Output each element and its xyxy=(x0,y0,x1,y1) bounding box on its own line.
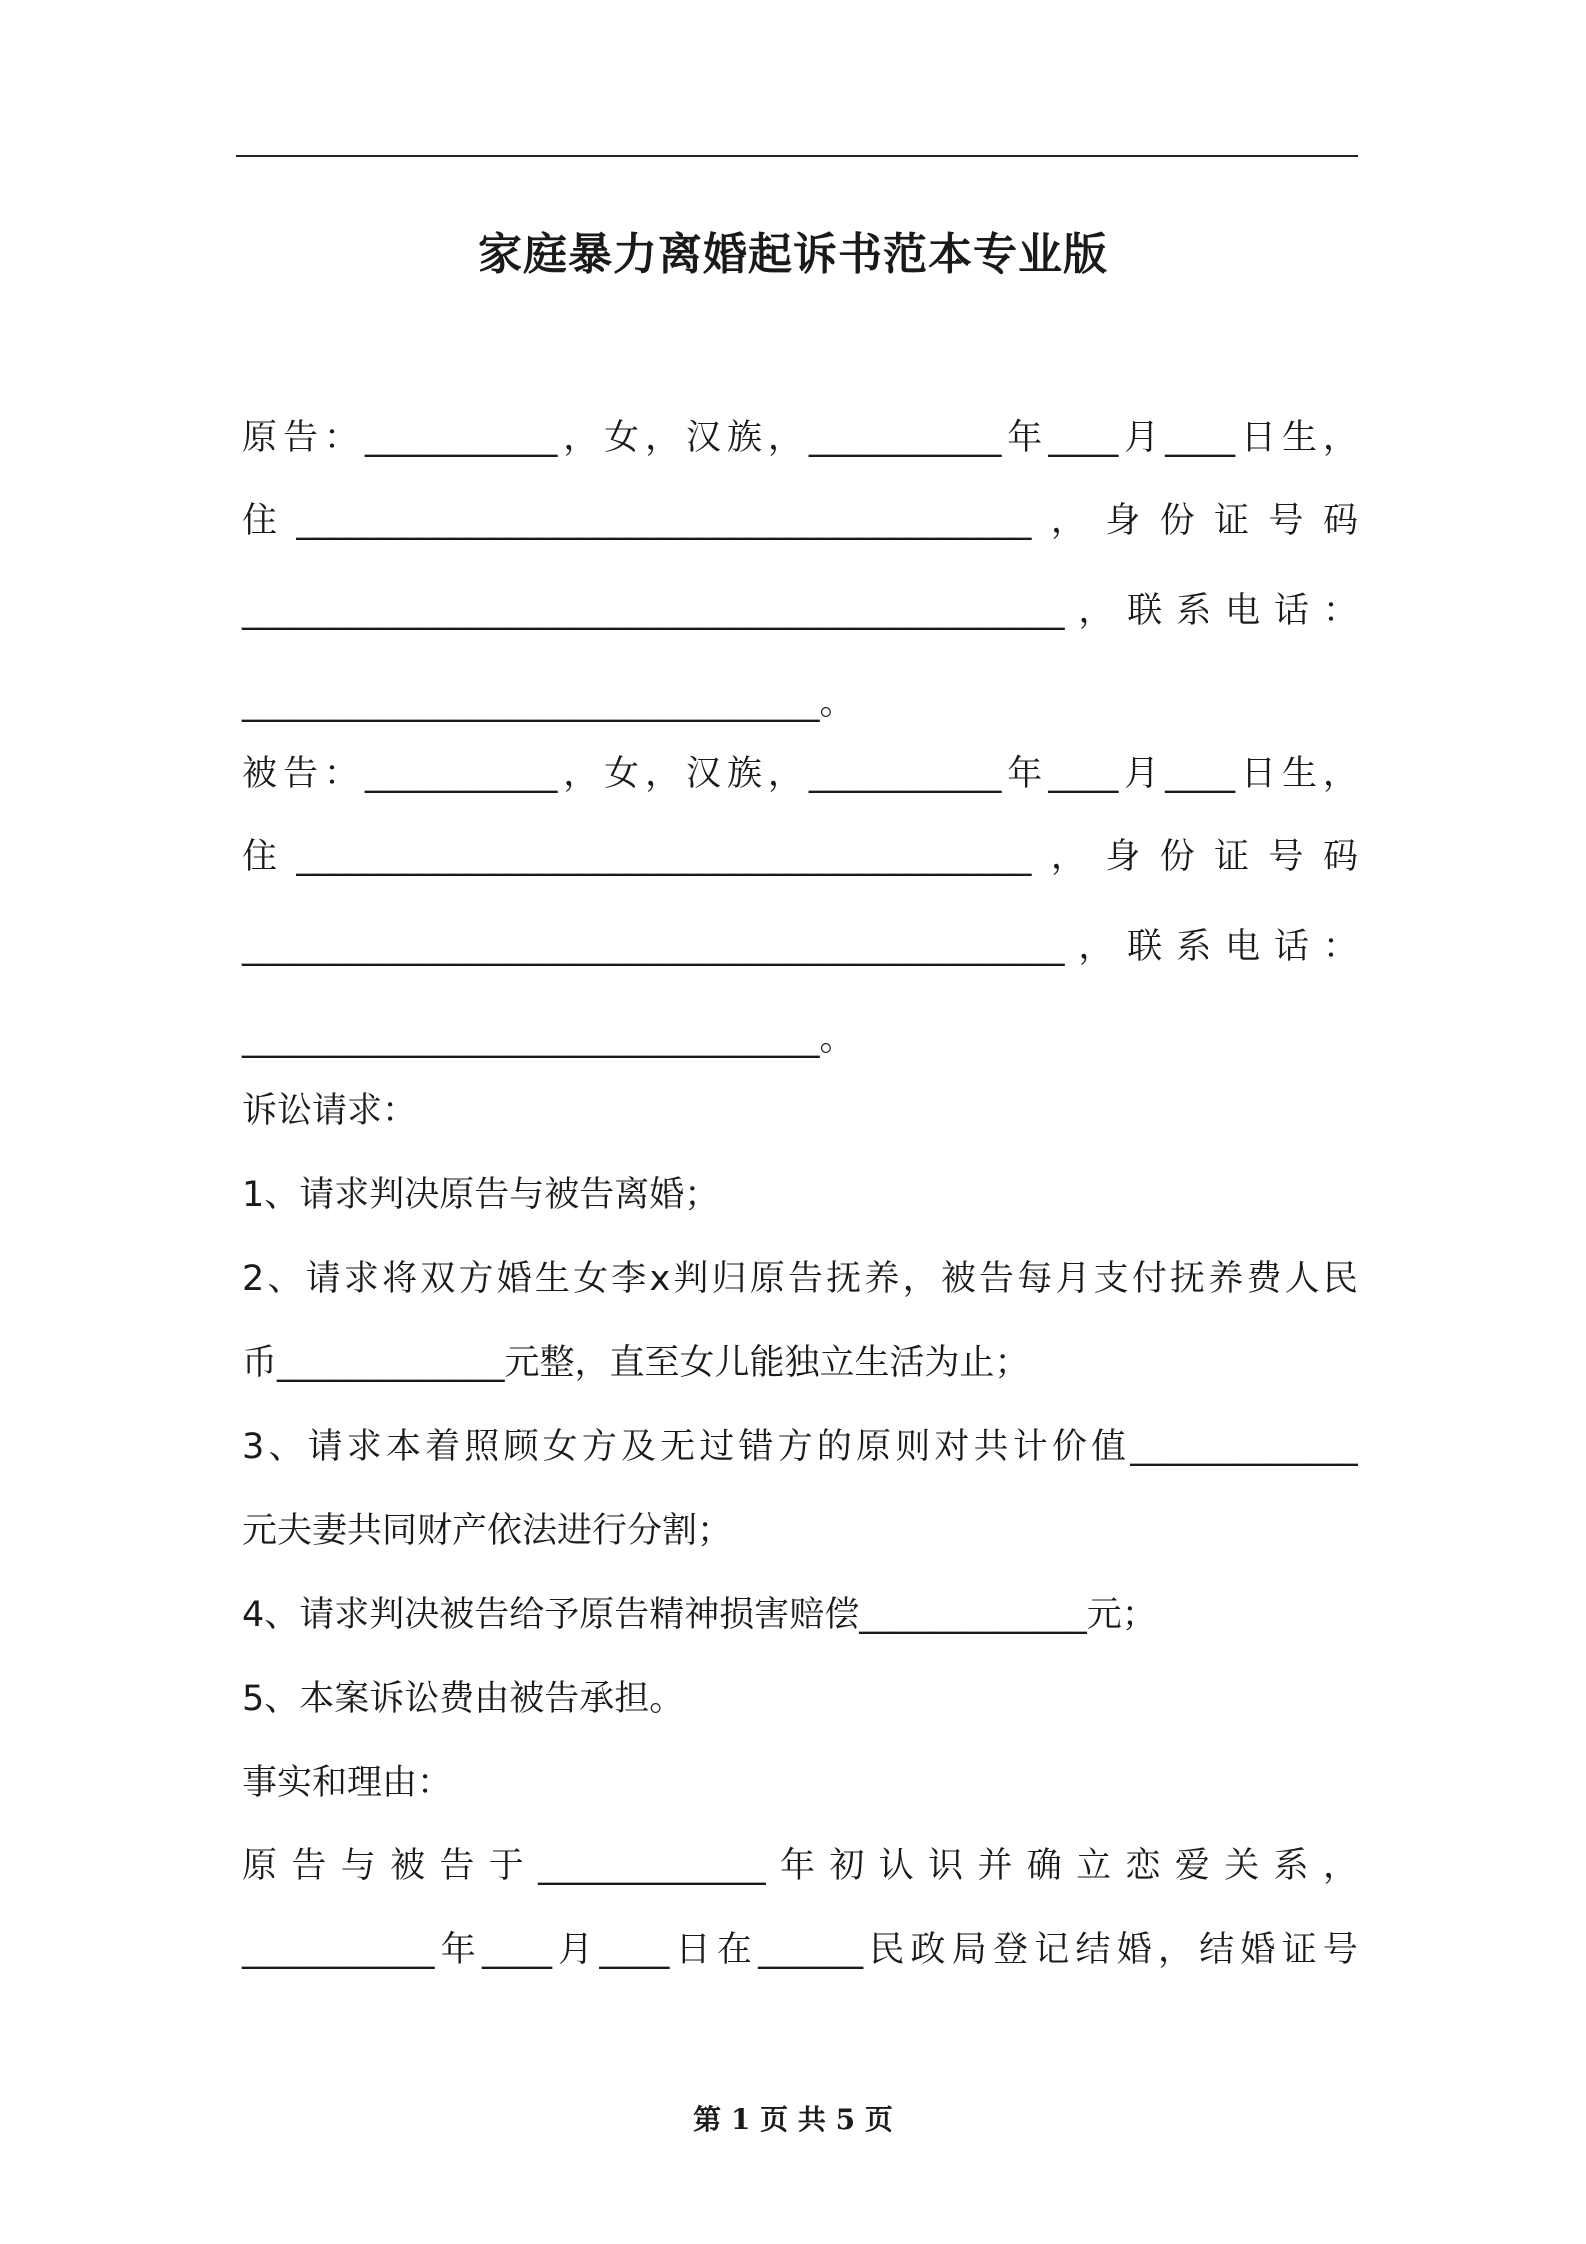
claim-5: 5、本案诉讼费由被告承担。 xyxy=(242,1679,685,1719)
claim-3-line-1: 3 、 请 求 本 着 照 顾 女 方 及 无 过 错 方 的 原 则 对 共 计 价 值 _____________ xyxy=(242,1427,1358,1467)
claim-2-line-2: 币_____________元整，直至女儿能独立生活为止； xyxy=(242,1343,1030,1383)
page-number: 第 1 页 共 5 页 xyxy=(693,2103,893,2136)
defendant-line-2: 住 __________________________________________ ， 身 份 证 号 码 xyxy=(242,837,1358,877)
claims-heading: 诉讼请求： xyxy=(242,1091,418,1131)
defendant-line-3: _______________________________________________ ， 联 系 电 话 ： xyxy=(242,927,1358,967)
facts-heading: 事实和理由： xyxy=(242,1763,453,1803)
facts-line-2: ___________ 年 ____ 月 ____ 日 在 ______ 民 政 局 登 记 结 婚 ， 结 婚 证 号 xyxy=(242,1930,1358,1970)
document-title: 家庭暴力离婚起诉书范本专业版 xyxy=(478,229,1108,280)
claim-2-line-1: 2 、 请 求 将 双 方 婚 生 女 李 x 判 归 原 告 抚 养 ， 被 告 每 月 支 付 抚 养 费 人 民 xyxy=(242,1259,1358,1299)
plaintiff-line-4: _________________________________。 xyxy=(242,683,855,723)
plaintiff-line-3: _______________________________________________ ， 联 系 电 话 ： xyxy=(242,591,1358,631)
plaintiff-line-2: 住 __________________________________________ ， 身 份 证 号 码 xyxy=(242,501,1358,541)
claim-1: 1、请求判决原告与被告离婚； xyxy=(242,1175,720,1215)
facts-line-1: 原 告 与 被 告 于 _____________ 年 初 认 识 并 确 立 恋 爱 关 系 ， xyxy=(242,1846,1358,1886)
header-rule xyxy=(236,155,1358,157)
claim-3-line-2: 元夫妻共同财产依法进行分割； xyxy=(242,1511,733,1551)
plaintiff-line-1: 原 告 ： ___________ ， 女 ， 汉 族 ， ___________ 年 ____ 月 ____ 日 生 ， xyxy=(242,418,1358,458)
claim-4: 4、请求判决被告给予原告精神损害赔偿_____________元； xyxy=(242,1595,1157,1635)
defendant-line-1: 被 告 ： ___________ ， 女 ， 汉 族 ， ___________ 年 ____ 月 ____ 日 生 ， xyxy=(242,754,1358,794)
defendant-line-4: _________________________________。 xyxy=(242,1019,855,1059)
